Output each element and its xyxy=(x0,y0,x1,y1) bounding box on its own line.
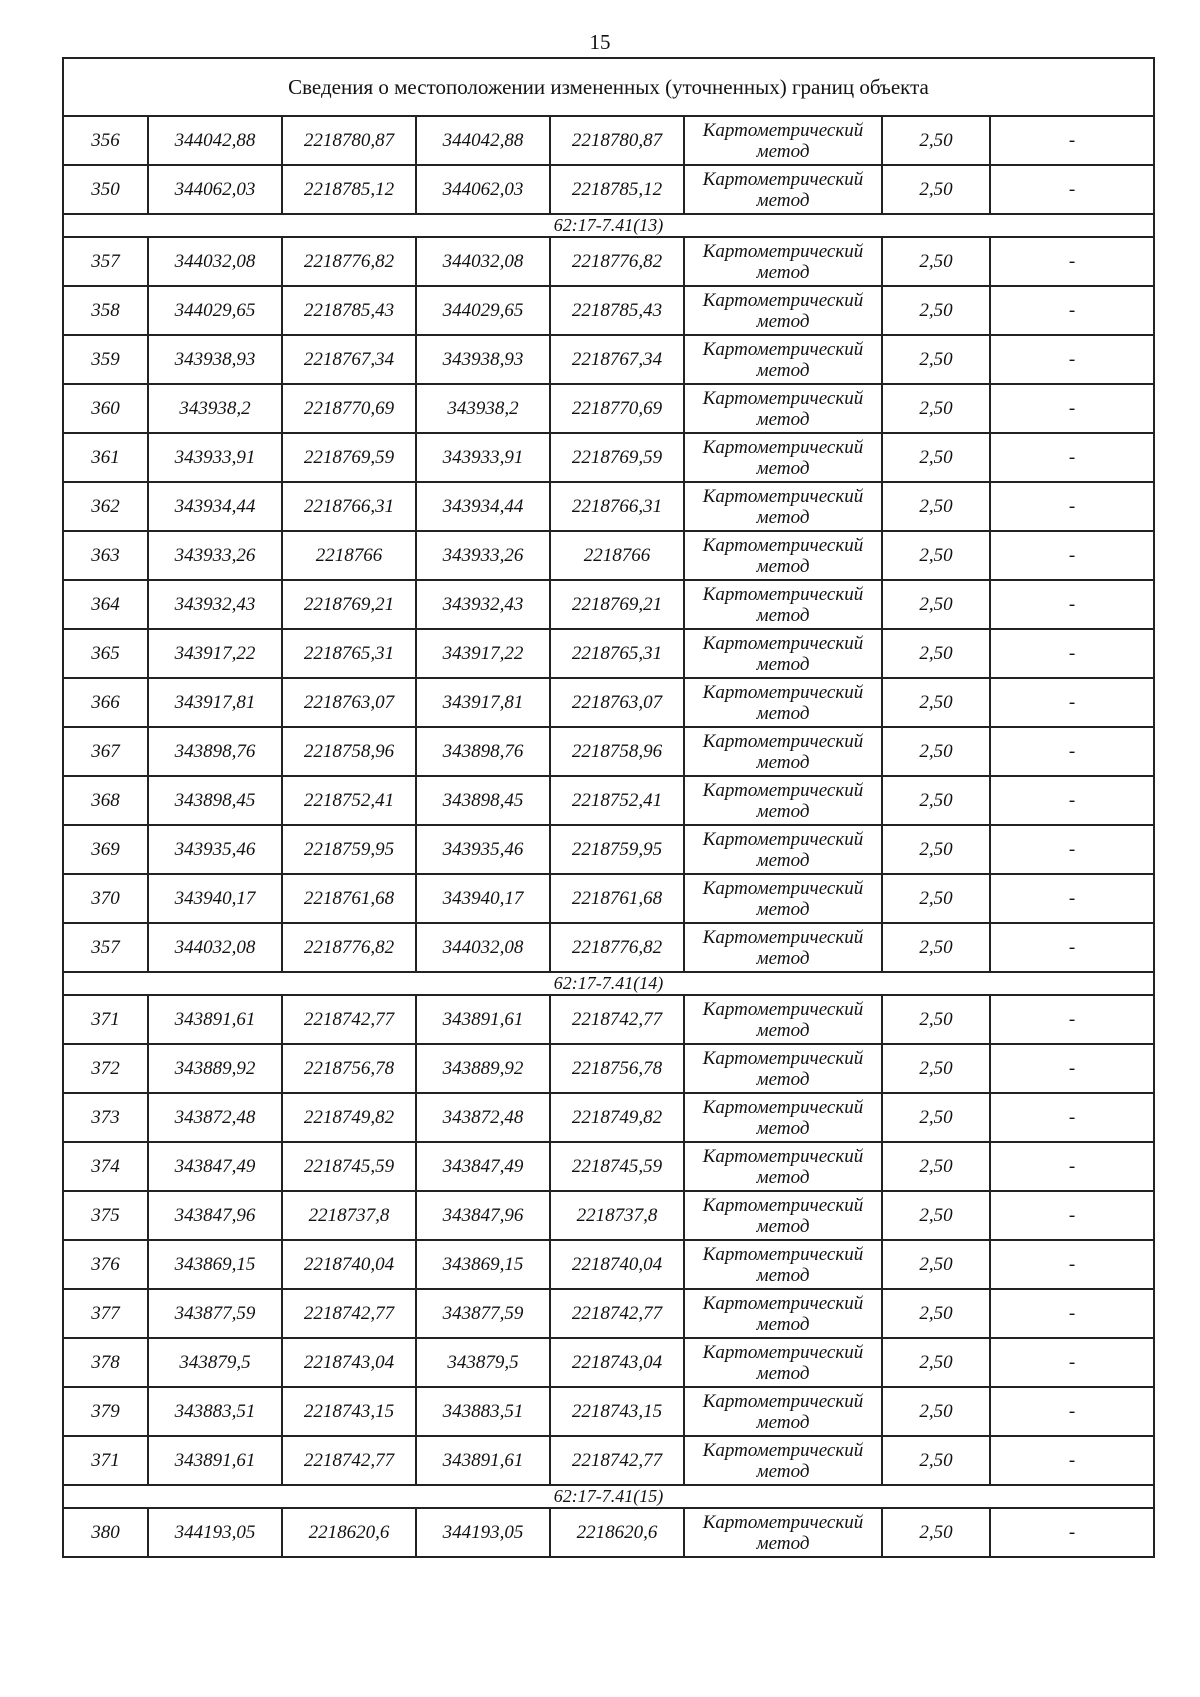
x-existing-cell: 343917,81 xyxy=(148,678,282,727)
table-row xyxy=(63,1142,1154,1191)
accuracy-cell: 2,50 xyxy=(882,580,990,629)
x-new-cell: 343847,49 xyxy=(416,1142,550,1191)
method-cell: Картометрический метод xyxy=(684,1142,882,1191)
accuracy-cell: 2,50 xyxy=(882,874,990,923)
accuracy-cell: 2,50 xyxy=(882,482,990,531)
method-cell: Картометрический метод xyxy=(684,1044,882,1093)
table-title-row xyxy=(63,58,1154,116)
description-cell: - xyxy=(990,874,1154,923)
accuracy-cell: 2,50 xyxy=(882,531,990,580)
description-cell: - xyxy=(990,1436,1154,1485)
method-cell: Картометрический метод xyxy=(684,1338,882,1387)
accuracy-cell: 2,50 xyxy=(882,1240,990,1289)
description-cell: - xyxy=(990,384,1154,433)
table-row xyxy=(63,165,1154,214)
accuracy-cell: 2,50 xyxy=(882,1093,990,1142)
accuracy-cell: 2,50 xyxy=(882,1289,990,1338)
x-new-cell: 343938,93 xyxy=(416,335,550,384)
point-number-cell: 368 xyxy=(63,776,148,825)
description-cell: - xyxy=(990,678,1154,727)
table-row xyxy=(63,1387,1154,1436)
table-body xyxy=(63,58,1154,1557)
accuracy-cell: 2,50 xyxy=(882,1508,990,1557)
point-number-cell: 357 xyxy=(63,923,148,972)
point-number-cell: 363 xyxy=(63,531,148,580)
table-row xyxy=(63,776,1154,825)
description-cell: - xyxy=(990,727,1154,776)
x-existing-cell: 343934,44 xyxy=(148,482,282,531)
accuracy-cell: 2,50 xyxy=(882,1044,990,1093)
section-header-row xyxy=(63,1485,1154,1508)
method-cell: Картометрический метод xyxy=(684,433,882,482)
method-cell: Картометрический метод xyxy=(684,874,882,923)
y-new-cell: 2218766,31 xyxy=(550,482,684,531)
point-number-cell: 364 xyxy=(63,580,148,629)
table-row xyxy=(63,1436,1154,1485)
x-existing-cell: 343891,61 xyxy=(148,995,282,1044)
x-existing-cell: 343933,91 xyxy=(148,433,282,482)
method-cell: Картометрический метод xyxy=(684,1387,882,1436)
x-existing-cell: 344042,88 xyxy=(148,116,282,165)
y-new-cell: 2218749,82 xyxy=(550,1093,684,1142)
accuracy-cell: 2,50 xyxy=(882,1387,990,1436)
y-existing-cell: 2218742,77 xyxy=(282,995,416,1044)
x-existing-cell: 343898,76 xyxy=(148,727,282,776)
x-new-cell: 343917,22 xyxy=(416,629,550,678)
description-cell: - xyxy=(990,1289,1154,1338)
y-new-cell: 2218742,77 xyxy=(550,995,684,1044)
method-cell: Картометрический метод xyxy=(684,1191,882,1240)
x-existing-cell: 344032,08 xyxy=(148,237,282,286)
y-existing-cell: 2218620,6 xyxy=(282,1508,416,1557)
x-new-cell: 343883,51 xyxy=(416,1387,550,1436)
table-row xyxy=(63,335,1154,384)
table-row xyxy=(63,580,1154,629)
accuracy-cell: 2,50 xyxy=(882,1191,990,1240)
y-new-cell: 2218743,15 xyxy=(550,1387,684,1436)
boundary-coordinates-table xyxy=(62,57,1155,1558)
point-number-cell: 371 xyxy=(63,995,148,1044)
point-number-cell: 366 xyxy=(63,678,148,727)
method-cell: Картометрический метод xyxy=(684,531,882,580)
point-number-cell: 356 xyxy=(63,116,148,165)
x-existing-cell: 343898,45 xyxy=(148,776,282,825)
x-new-cell: 343898,76 xyxy=(416,727,550,776)
method-cell: Картометрический метод xyxy=(684,482,882,531)
x-existing-cell: 344029,65 xyxy=(148,286,282,335)
y-new-cell: 2218743,04 xyxy=(550,1338,684,1387)
y-new-cell: 2218740,04 xyxy=(550,1240,684,1289)
method-cell: Картометрический метод xyxy=(684,629,882,678)
x-existing-cell: 343847,49 xyxy=(148,1142,282,1191)
x-new-cell: 343877,59 xyxy=(416,1289,550,1338)
point-number-cell: 371 xyxy=(63,1436,148,1485)
y-new-cell: 2218737,8 xyxy=(550,1191,684,1240)
description-cell: - xyxy=(990,1191,1154,1240)
x-new-cell: 343898,45 xyxy=(416,776,550,825)
description-cell: - xyxy=(990,1240,1154,1289)
x-new-cell: 344029,65 xyxy=(416,286,550,335)
method-cell: Картометрический метод xyxy=(684,727,882,776)
y-new-cell: 2218780,87 xyxy=(550,116,684,165)
x-existing-cell: 344193,05 xyxy=(148,1508,282,1557)
table-row xyxy=(63,825,1154,874)
accuracy-cell: 2,50 xyxy=(882,776,990,825)
y-new-cell: 2218766 xyxy=(550,531,684,580)
y-existing-cell: 2218742,77 xyxy=(282,1436,416,1485)
description-cell: - xyxy=(990,1044,1154,1093)
table-row xyxy=(63,1508,1154,1557)
table-row xyxy=(63,1240,1154,1289)
table-row xyxy=(63,1289,1154,1338)
description-cell: - xyxy=(990,825,1154,874)
table-row xyxy=(63,874,1154,923)
y-new-cell: 2218742,77 xyxy=(550,1436,684,1485)
y-new-cell: 2218776,82 xyxy=(550,923,684,972)
y-existing-cell: 2218769,21 xyxy=(282,580,416,629)
description-cell: - xyxy=(990,1387,1154,1436)
accuracy-cell: 2,50 xyxy=(882,433,990,482)
x-existing-cell: 343872,48 xyxy=(148,1093,282,1142)
point-number-cell: 370 xyxy=(63,874,148,923)
y-existing-cell: 2218767,34 xyxy=(282,335,416,384)
section-label: 62:17-7.41(14) xyxy=(63,972,1154,995)
y-existing-cell: 2218766,31 xyxy=(282,482,416,531)
y-existing-cell: 2218745,59 xyxy=(282,1142,416,1191)
point-number-cell: 376 xyxy=(63,1240,148,1289)
accuracy-cell: 2,50 xyxy=(882,237,990,286)
y-new-cell: 2218765,31 xyxy=(550,629,684,678)
accuracy-cell: 2,50 xyxy=(882,165,990,214)
table-row xyxy=(63,1191,1154,1240)
table-row xyxy=(63,482,1154,531)
y-existing-cell: 2218785,12 xyxy=(282,165,416,214)
table-row xyxy=(63,1338,1154,1387)
point-number-cell: 359 xyxy=(63,335,148,384)
description-cell: - xyxy=(990,165,1154,214)
y-new-cell: 2218742,77 xyxy=(550,1289,684,1338)
method-cell: Картометрический метод xyxy=(684,384,882,433)
y-existing-cell: 2218758,96 xyxy=(282,727,416,776)
x-existing-cell: 343917,22 xyxy=(148,629,282,678)
x-existing-cell: 343869,15 xyxy=(148,1240,282,1289)
point-number-cell: 365 xyxy=(63,629,148,678)
table-title: Сведения о местоположении измененных (уточненных) границ объекта xyxy=(63,58,1154,116)
method-cell: Картометрический метод xyxy=(684,995,882,1044)
table-row xyxy=(63,629,1154,678)
table-row xyxy=(63,116,1154,165)
y-new-cell: 2218763,07 xyxy=(550,678,684,727)
y-existing-cell: 2218752,41 xyxy=(282,776,416,825)
accuracy-cell: 2,50 xyxy=(882,629,990,678)
x-existing-cell: 343877,59 xyxy=(148,1289,282,1338)
y-existing-cell: 2218769,59 xyxy=(282,433,416,482)
method-cell: Картометрический метод xyxy=(684,580,882,629)
description-cell: - xyxy=(990,629,1154,678)
y-existing-cell: 2218749,82 xyxy=(282,1093,416,1142)
y-existing-cell: 2218740,04 xyxy=(282,1240,416,1289)
description-cell: - xyxy=(990,1093,1154,1142)
point-number-cell: 378 xyxy=(63,1338,148,1387)
point-number-cell: 379 xyxy=(63,1387,148,1436)
description-cell: - xyxy=(990,531,1154,580)
y-existing-cell: 2218770,69 xyxy=(282,384,416,433)
y-new-cell: 2218770,69 xyxy=(550,384,684,433)
method-cell: Картометрический метод xyxy=(684,335,882,384)
accuracy-cell: 2,50 xyxy=(882,1436,990,1485)
y-new-cell: 2218769,59 xyxy=(550,433,684,482)
x-existing-cell: 343879,5 xyxy=(148,1338,282,1387)
description-cell: - xyxy=(990,116,1154,165)
method-cell: Картометрический метод xyxy=(684,1289,882,1338)
method-cell: Картометрический метод xyxy=(684,1093,882,1142)
y-new-cell: 2218776,82 xyxy=(550,237,684,286)
accuracy-cell: 2,50 xyxy=(882,1338,990,1387)
y-new-cell: 2218745,59 xyxy=(550,1142,684,1191)
accuracy-cell: 2,50 xyxy=(882,678,990,727)
page-number: 15 xyxy=(589,30,611,54)
method-cell: Картометрический метод xyxy=(684,116,882,165)
table-row xyxy=(63,727,1154,776)
y-existing-cell: 2218743,04 xyxy=(282,1338,416,1387)
description-cell: - xyxy=(990,433,1154,482)
y-existing-cell: 2218776,82 xyxy=(282,237,416,286)
x-existing-cell: 343932,43 xyxy=(148,580,282,629)
x-existing-cell: 343933,26 xyxy=(148,531,282,580)
point-number-cell: 358 xyxy=(63,286,148,335)
accuracy-cell: 2,50 xyxy=(882,825,990,874)
x-existing-cell: 343938,93 xyxy=(148,335,282,384)
y-new-cell: 2218785,12 xyxy=(550,165,684,214)
point-number-cell: 369 xyxy=(63,825,148,874)
point-number-cell: 372 xyxy=(63,1044,148,1093)
description-cell: - xyxy=(990,580,1154,629)
x-new-cell: 343933,91 xyxy=(416,433,550,482)
y-existing-cell: 2218776,82 xyxy=(282,923,416,972)
y-existing-cell: 2218743,15 xyxy=(282,1387,416,1436)
x-new-cell: 344042,88 xyxy=(416,116,550,165)
y-new-cell: 2218620,6 xyxy=(550,1508,684,1557)
x-new-cell: 344193,05 xyxy=(416,1508,550,1557)
method-cell: Картометрический метод xyxy=(684,825,882,874)
x-new-cell: 343933,26 xyxy=(416,531,550,580)
y-existing-cell: 2218759,95 xyxy=(282,825,416,874)
method-cell: Картометрический метод xyxy=(684,776,882,825)
point-number-cell: 380 xyxy=(63,1508,148,1557)
y-existing-cell: 2218785,43 xyxy=(282,286,416,335)
method-cell: Картометрический метод xyxy=(684,923,882,972)
point-number-cell: 374 xyxy=(63,1142,148,1191)
description-cell: - xyxy=(990,1338,1154,1387)
point-number-cell: 360 xyxy=(63,384,148,433)
description-cell: - xyxy=(990,923,1154,972)
x-new-cell: 343940,17 xyxy=(416,874,550,923)
table-row xyxy=(63,678,1154,727)
point-number-cell: 357 xyxy=(63,237,148,286)
x-existing-cell: 343935,46 xyxy=(148,825,282,874)
description-cell: - xyxy=(990,995,1154,1044)
x-new-cell: 343847,96 xyxy=(416,1191,550,1240)
table-row xyxy=(63,384,1154,433)
x-existing-cell: 344062,03 xyxy=(148,165,282,214)
description-cell: - xyxy=(990,1508,1154,1557)
y-existing-cell: 2218765,31 xyxy=(282,629,416,678)
table-row xyxy=(63,923,1154,972)
description-cell: - xyxy=(990,776,1154,825)
accuracy-cell: 2,50 xyxy=(882,923,990,972)
y-new-cell: 2218769,21 xyxy=(550,580,684,629)
point-number-cell: 377 xyxy=(63,1289,148,1338)
table-row xyxy=(63,995,1154,1044)
section-header-row xyxy=(63,214,1154,237)
accuracy-cell: 2,50 xyxy=(882,384,990,433)
y-new-cell: 2218758,96 xyxy=(550,727,684,776)
description-cell: - xyxy=(990,237,1154,286)
x-new-cell: 343935,46 xyxy=(416,825,550,874)
x-new-cell: 343891,61 xyxy=(416,1436,550,1485)
y-new-cell: 2218756,78 xyxy=(550,1044,684,1093)
description-cell: - xyxy=(990,335,1154,384)
point-number-cell: 367 xyxy=(63,727,148,776)
table-row xyxy=(63,1093,1154,1142)
point-number-cell: 361 xyxy=(63,433,148,482)
accuracy-cell: 2,50 xyxy=(882,727,990,776)
table-row xyxy=(63,531,1154,580)
x-new-cell: 343869,15 xyxy=(416,1240,550,1289)
method-cell: Картометрический метод xyxy=(684,165,882,214)
accuracy-cell: 2,50 xyxy=(882,286,990,335)
method-cell: Картометрический метод xyxy=(684,286,882,335)
y-existing-cell: 2218742,77 xyxy=(282,1289,416,1338)
y-new-cell: 2218759,95 xyxy=(550,825,684,874)
y-existing-cell: 2218761,68 xyxy=(282,874,416,923)
y-existing-cell: 2218766 xyxy=(282,531,416,580)
x-existing-cell: 343883,51 xyxy=(148,1387,282,1436)
accuracy-cell: 2,50 xyxy=(882,995,990,1044)
x-existing-cell: 343891,61 xyxy=(148,1436,282,1485)
method-cell: Картометрический метод xyxy=(684,237,882,286)
point-number-cell: 373 xyxy=(63,1093,148,1142)
point-number-cell: 350 xyxy=(63,165,148,214)
x-existing-cell: 343938,2 xyxy=(148,384,282,433)
x-new-cell: 343889,92 xyxy=(416,1044,550,1093)
x-new-cell: 344032,08 xyxy=(416,237,550,286)
y-new-cell: 2218767,34 xyxy=(550,335,684,384)
y-existing-cell: 2218756,78 xyxy=(282,1044,416,1093)
section-label: 62:17-7.41(13) xyxy=(63,214,1154,237)
y-new-cell: 2218752,41 xyxy=(550,776,684,825)
x-new-cell: 343932,43 xyxy=(416,580,550,629)
y-new-cell: 2218785,43 xyxy=(550,286,684,335)
method-cell: Картометрический метод xyxy=(684,1436,882,1485)
accuracy-cell: 2,50 xyxy=(882,335,990,384)
x-new-cell: 343938,2 xyxy=(416,384,550,433)
x-new-cell: 343917,81 xyxy=(416,678,550,727)
y-existing-cell: 2218763,07 xyxy=(282,678,416,727)
x-existing-cell: 344032,08 xyxy=(148,923,282,972)
x-new-cell: 343891,61 xyxy=(416,995,550,1044)
point-number-cell: 375 xyxy=(63,1191,148,1240)
table-row xyxy=(63,237,1154,286)
x-new-cell: 343879,5 xyxy=(416,1338,550,1387)
table-row xyxy=(63,433,1154,482)
y-new-cell: 2218761,68 xyxy=(550,874,684,923)
x-existing-cell: 343889,92 xyxy=(148,1044,282,1093)
method-cell: Картометрический метод xyxy=(684,678,882,727)
accuracy-cell: 2,50 xyxy=(882,1142,990,1191)
x-new-cell: 344032,08 xyxy=(416,923,550,972)
x-new-cell: 343934,44 xyxy=(416,482,550,531)
section-label: 62:17-7.41(15) xyxy=(63,1485,1154,1508)
x-new-cell: 344062,03 xyxy=(416,165,550,214)
accuracy-cell: 2,50 xyxy=(882,116,990,165)
method-cell: Картометрический метод xyxy=(684,1508,882,1557)
description-cell: - xyxy=(990,1142,1154,1191)
point-number-cell: 362 xyxy=(63,482,148,531)
x-existing-cell: 343940,17 xyxy=(148,874,282,923)
y-existing-cell: 2218780,87 xyxy=(282,116,416,165)
description-cell: - xyxy=(990,286,1154,335)
y-existing-cell: 2218737,8 xyxy=(282,1191,416,1240)
table-row xyxy=(63,1044,1154,1093)
table-row xyxy=(63,286,1154,335)
method-cell: Картометрический метод xyxy=(684,1240,882,1289)
description-cell: - xyxy=(990,482,1154,531)
section-header-row xyxy=(63,972,1154,995)
x-new-cell: 343872,48 xyxy=(416,1093,550,1142)
x-existing-cell: 343847,96 xyxy=(148,1191,282,1240)
